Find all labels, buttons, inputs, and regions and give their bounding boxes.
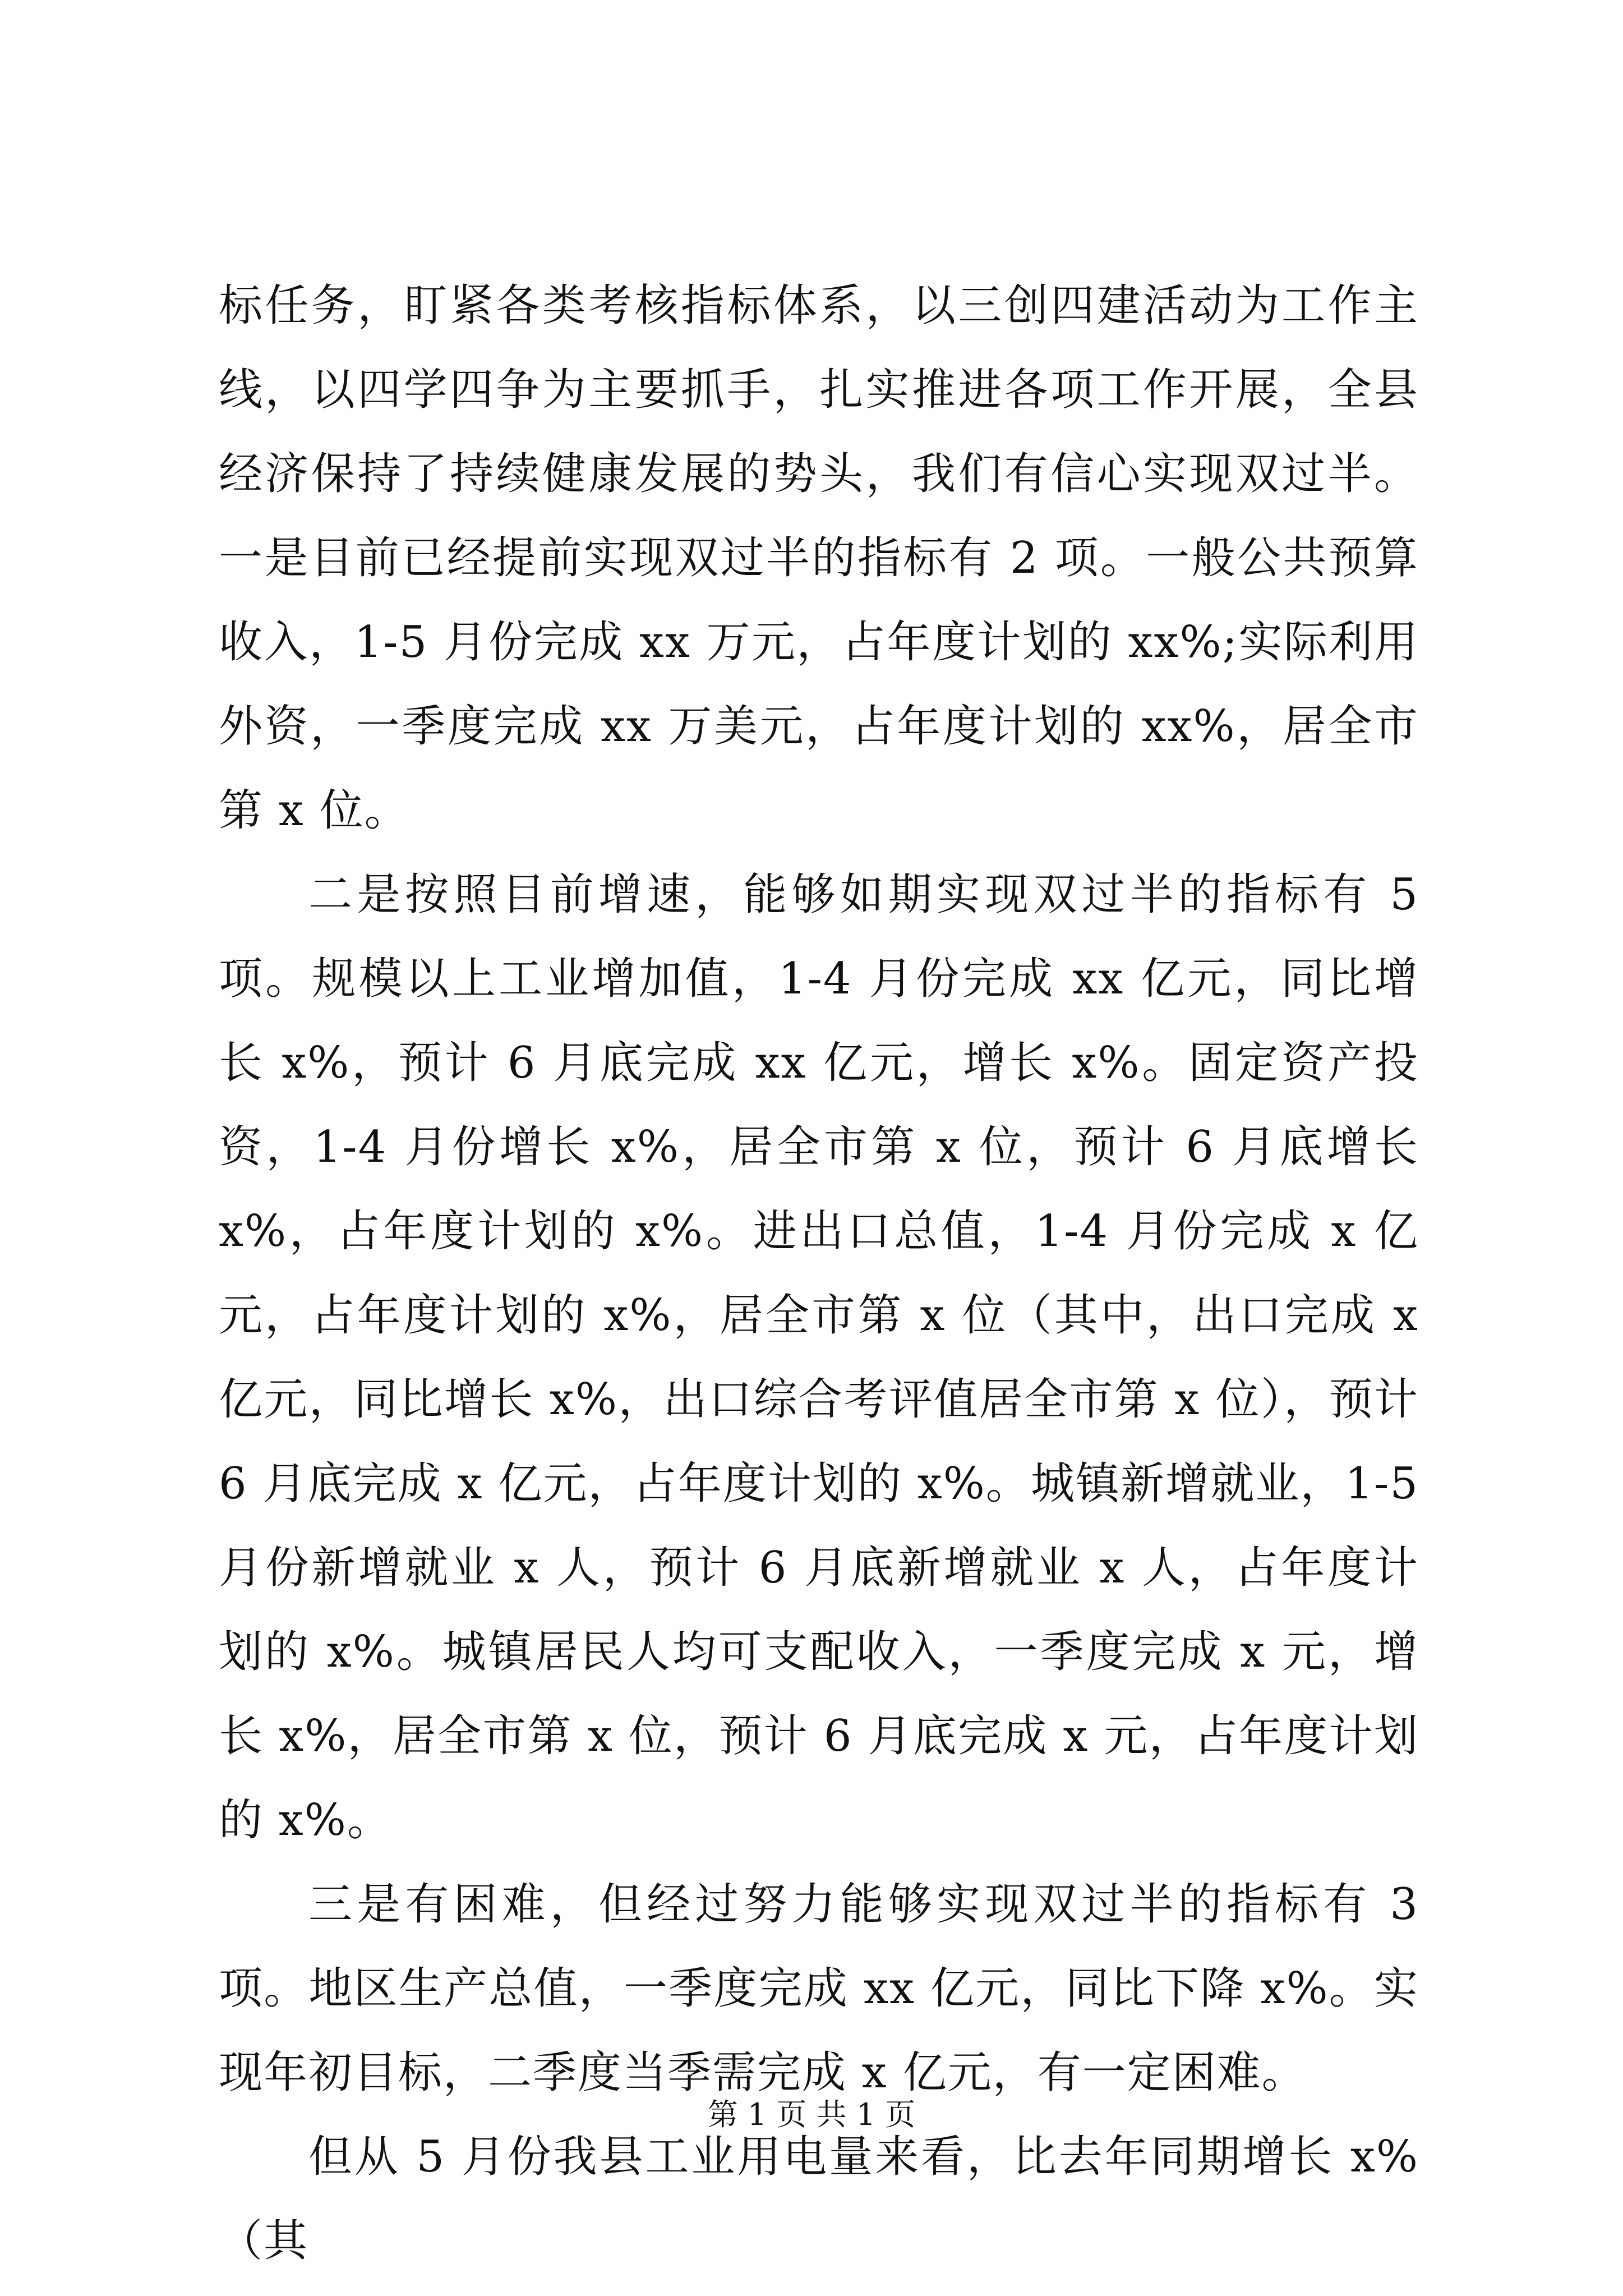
- paragraph-1: 标任务，盯紧各类考核指标体系，以三创四建活动为工作主线，以四学四争为主要抓手，扎实推进各项工作开展，全县经济保持了持续健康发展的势头，我们有信心实现双过半。一是目前已经提前实现双过半的指标有 2 项。一般公共预算收入，1-5 月份完成 xx 万元，占年度计划的 xx%;实际利用外资，一季度完成 xx 万美元，占年度计划的 xx%，居全市第 x 位。: [219, 280, 1419, 836]
- document-body: [219, 264, 1419, 2283]
- paragraph-2: 二是按照目前增速，能够如期实现双过半的指标有 5 项。规模以上工业增加值，1-4 月份完成 xx 亿元，同比增长 x%，预计 6 月底完成 xx 亿元，增长 x%。固定资产投资，1-4 月份增长 x%，居全市第 x 位，预计 6 月底增长 x%，占年度计划的 x%。进出口总值，1-4 月份完成 x 亿元，占年度计划的 x%，居全市第 x 位（其中，出口完成 x 亿元，同比增长 x%，出口综合考评值居全市第 x 位），预计 6 月底完成 x 亿元，占年度计划的 x%。城镇新增就业，1-5 月份新增就业 x 人，预计 6 月底新增就业 x 人，占年度计划的 x%。城镇居民人均可支配收入，一季度完成 x 元，增长 x%，居全市第 x 位，预计 6 月底完成 x 元，占年度计划的 x%。: [219, 869, 1419, 1846]
- paragraph-3: 三是有困难，但经过努力能够实现双过半的指标有 3 项。地区生产总值，一季度完成 xx 亿元，同比下降 x%。实现年初目标，二季度当季需完成 x 亿元，有一定困难。: [219, 1879, 1419, 2098]
- paragraph-4: 但从 5 月份我县工业用电量来看，比去年同期增长 x%（其: [219, 2132, 1419, 2266]
- page-footer: 第 1 页 共 1 页: [707, 2097, 916, 2132]
